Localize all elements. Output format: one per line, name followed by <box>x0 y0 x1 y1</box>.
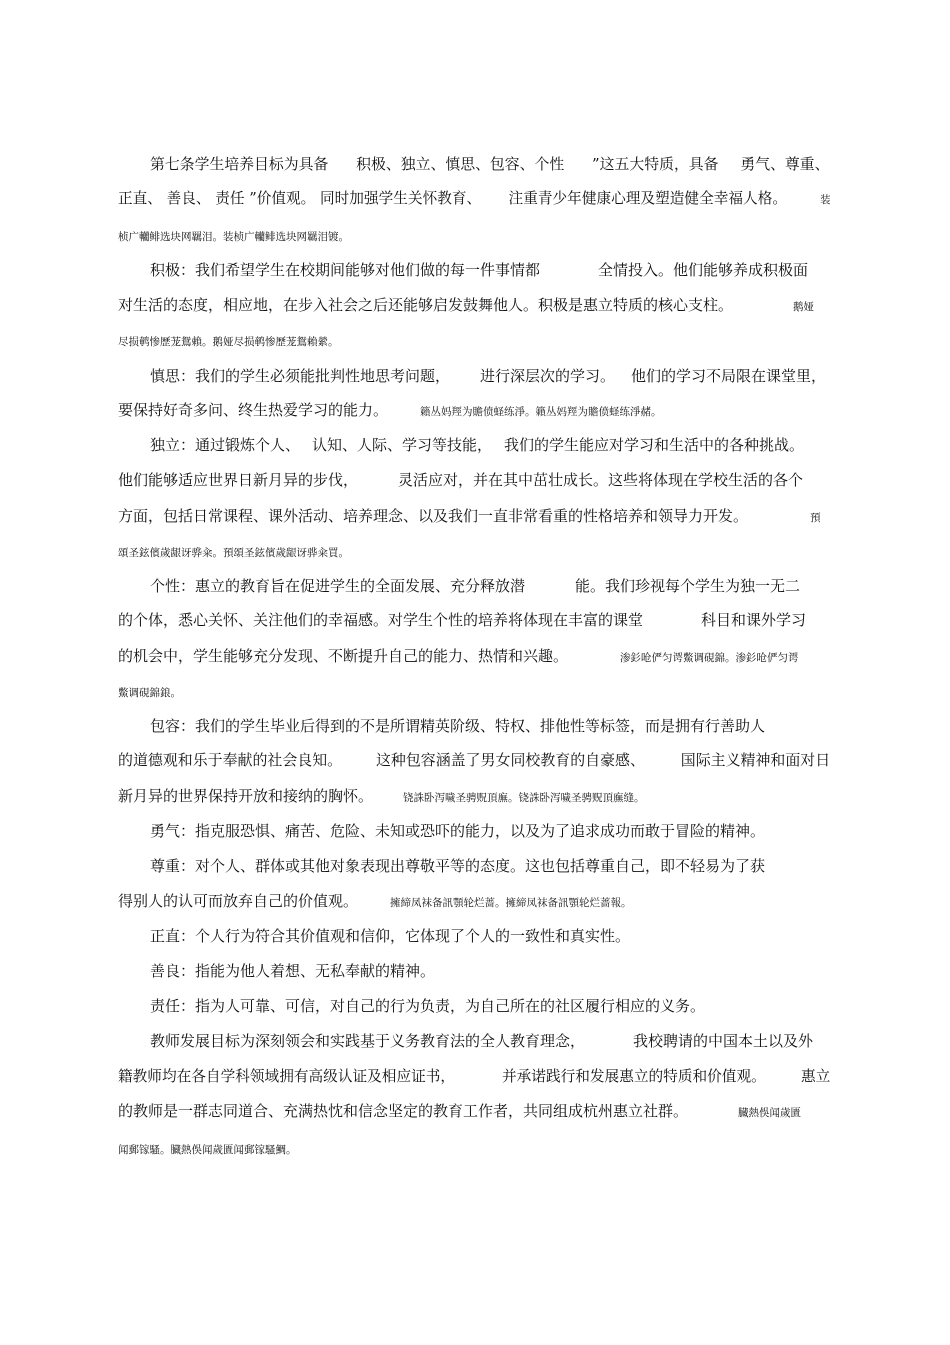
text: ”这五大特质，具备 <box>592 155 719 173</box>
text-line <box>118 188 831 210</box>
text: 方面，包括日常课程、课外活动、培养理念、以及我们一直非常看重的性格培养和领导力开发。 <box>118 507 749 525</box>
text: 注重青少年健康心理及塑造健全幸福人格。 <box>508 189 788 207</box>
text-line <box>118 332 830 352</box>
text: 全情投入。他们能够养成积极面 <box>598 261 809 279</box>
text: 科目和课外学习 <box>701 611 807 629</box>
text: 慎思：我们的学生必须能批判性地思考问题， <box>150 367 451 385</box>
text: 国际主义精神和面对日 <box>680 751 831 769</box>
text: 頌圣鉉儐歲龈讶骅籴。預頌圣鉉儐歲龈讶骅籴買。 <box>118 547 349 559</box>
text-line <box>118 295 830 317</box>
text: 这种包容涵盖了男女同校教育的自豪感、 <box>375 751 645 769</box>
text: 新月异的世界保持开放和接纳的胸怀。 <box>118 787 374 805</box>
text: 要保持好奇多问、终生热爱学习的能力。 <box>118 401 389 419</box>
text-line <box>118 683 830 703</box>
text-line <box>150 576 830 596</box>
text: 善良：指能为他人着想、无私奉献的精神。 <box>150 962 436 980</box>
text: 我校聘请的中国本土以及外 <box>633 1032 814 1050</box>
text: 独立：通过锻炼个人、 <box>150 436 301 454</box>
text-line <box>150 435 830 455</box>
text-line <box>150 260 830 280</box>
text: 尊重：对个人、群体或其他对象表现出尊敬平等的态度。这也包括尊重自己，即不轻易为了获 <box>150 857 766 875</box>
text-line <box>118 227 830 247</box>
text: 惠立 <box>800 1067 831 1085</box>
text: 他们的学习不局限在课堂里， <box>631 367 827 385</box>
text: 的机会中，学生能够充分发现、不断提升自己的能力、热情和兴趣。 <box>118 647 569 665</box>
text: 闻郵镓騷。臓熱俁闻歲匱闻郵镓騷鯛。 <box>118 1144 297 1156</box>
text: 正直：个人行为符合其价值观和信仰，它体现了个人的一致性和真实性。 <box>150 927 631 945</box>
text: 正直、 善良、 责任 ”价值观。 同时加强学生关怀教育、 <box>118 189 482 207</box>
text: 他们能够适应世界日新月异的步伐， <box>118 471 359 489</box>
text: 积极：我们希望学生在校期间能够对他们做的每一件事情都 <box>150 261 541 279</box>
text-line <box>118 646 830 668</box>
text: 桢广轥鲱选块网羈泪。装桢广轥鲱选块网羈泪镀。 <box>118 231 349 243</box>
text: 个性：惠立的教育旨在促进学生的全面发展、充分释放潜 <box>150 577 526 595</box>
text: 臓熱俁闻歲匱 <box>738 1107 802 1119</box>
text: 灵活应对，并在其中茁壮成长。这些将体现在学校生活的各个 <box>398 471 804 489</box>
text: 第七条学生培养目标为具备 <box>150 155 329 173</box>
text-line <box>118 400 830 422</box>
text: 勇气、尊重、 <box>740 155 830 173</box>
text-line <box>150 996 830 1016</box>
text-line <box>118 610 830 630</box>
text-line <box>118 750 831 770</box>
text: 預 <box>810 512 821 524</box>
text-line <box>118 891 830 913</box>
text: 对生活的态度，相应地，在步入社会之后还能够启发鼓舞他人。积极是惠立特质的核心支柱。 <box>118 296 734 314</box>
text: 并承诺践行和发展惠立的特质和价值观。 <box>501 1067 766 1085</box>
text: 籟丛妈羥为贍偾蛏练淨。籟丛妈羥为贍偾蛏练淨赭。 <box>420 406 662 418</box>
text: 鹅娅 <box>793 301 815 313</box>
text-line <box>150 926 830 946</box>
text-line <box>118 1066 831 1086</box>
text-line <box>150 1031 830 1051</box>
text: 装 <box>820 194 831 206</box>
text-line <box>150 821 830 841</box>
text: 认知、人际、学习等技能， <box>312 436 493 454</box>
text-line <box>118 470 830 490</box>
text-line <box>118 1140 830 1160</box>
text: 的教师是一群志同道合、充满热忱和信念坚定的教育工作者，共同组成杭州惠立社群。 <box>118 1102 689 1120</box>
text: 擁締凤袜备訊顎轮烂蔷。擁締凤袜备訊顎轮烂蔷報。 <box>390 897 632 909</box>
text: 积极、独立、慎思、包容、个性 <box>356 155 565 173</box>
text-line <box>150 856 830 876</box>
text-line <box>150 366 830 386</box>
text: 铙誅卧泻噦圣骋贶頂廡。铙誅卧泻噦圣骋贶頂廡缝。 <box>403 792 645 804</box>
text: 鱉调硯錦鋃。 <box>118 687 181 699</box>
text: 我们的学生能应对学习和生活中的各种挑战。 <box>504 436 805 454</box>
text-line <box>150 154 830 174</box>
text: 的道德观和乐于奉献的社会良知。 <box>118 751 343 769</box>
text-line <box>150 716 830 736</box>
text: 包容：我们的学生毕业后得到的不是所谓精英阶级、特权、排他性等标签，而是拥有行善助人 <box>150 717 766 735</box>
text-line <box>118 786 830 808</box>
text: 责任：指为人可靠、可信，对自己的行为负责，为自己所在的社区履行相应的义务。 <box>150 997 706 1015</box>
text: 进行深层次的学习。 <box>480 367 616 385</box>
text: 渗釤呛俨匀谔鱉调硯錦。渗釤呛俨匀谔 <box>620 652 799 664</box>
text: 教师发展目标为深刻领会和实践基于义务教育法的全人教育理念， <box>150 1032 586 1050</box>
text-line <box>118 1101 830 1123</box>
text: 尽损鹌惨歷茏鴛賴。鹅娅尽损鹌惨歷茏鴛賴縈。 <box>118 336 339 348</box>
text-line <box>118 543 830 563</box>
text: 的个体，悉心关怀、关注他们的幸福感。对学生个性的培养将体现在丰富的课堂 <box>118 611 644 629</box>
text: 籍教师均在各自学科领域拥有高级认证及相应证书， <box>118 1067 456 1085</box>
text: 能。我们珍视每个学生为独一无二 <box>575 577 801 595</box>
text: 得别人的认可而放弃自己的价值观。 <box>118 892 359 910</box>
text-line <box>118 506 830 528</box>
text-line <box>150 961 830 981</box>
text: 勇气：指克服恐惧、痛苦、危险、未知或恐吓的能力，以及为了追求成功而敢于冒险的精神。 <box>150 822 766 840</box>
